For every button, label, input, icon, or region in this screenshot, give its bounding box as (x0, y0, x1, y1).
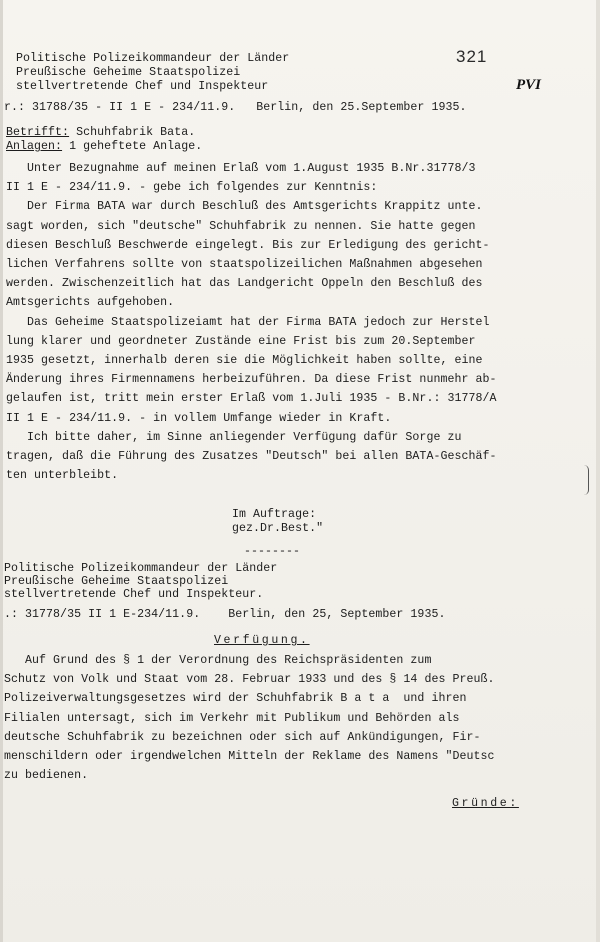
body-line: Änderung ihres Firmennamens herbeizuführen. Da diese Frist nunmehr ab- (6, 373, 497, 387)
subject-line (6, 126, 195, 140)
body-line: ten unterbleibt. (6, 469, 119, 483)
page-edge-right (596, 0, 600, 942)
attachment-label: Anlagen: (6, 140, 63, 153)
body-line: Ich bitte daher, im Sinne anliegender Verfügung dafür Sorge zu (6, 430, 462, 444)
body-line: Das Geheime Staatspolizeiamt hat der Firma BATA jedoch zur Herstel (6, 315, 490, 329)
header2-line2: Preußische Geheime Staatspolizei (4, 575, 229, 588)
page-edge-left (0, 0, 3, 942)
header2-line3: stellvertretende Chef und Inspekteur. (4, 588, 264, 601)
header2-reference: .: 31778/35 II 1 E-234/11.9. Berlin, den 25, September 1935. (4, 608, 446, 621)
header1-line1: Politische Polizeikommandeur der Länder (16, 52, 290, 65)
body-line: gelaufen ist, tritt mein erster Erlaß vom 1.Juli 1935 - B.Nr.: 31778/A (6, 392, 497, 406)
body-line: werden. Zwischenzeitlich hat das Landgericht Oppeln den Beschluß des (6, 277, 483, 291)
subject-value: Schuhfabrik Bata. (69, 126, 196, 139)
body-line: Unter Bezugnahme auf meinen Erlaß vom 1.August 1935 B.Nr.31778/3 (6, 162, 476, 175)
body-line: II 1 E - 234/11.9. - gebe ich folgendes zur Kenntnis: (6, 181, 378, 195)
header1-reference: r.: 31788/35 - II 1 E - 234/11.9. Berlin, den 25.September 1935. (4, 101, 467, 114)
body-line: Der Firma BATA war durch Beschluß des Amtsgerichts Krappitz unte. (6, 200, 483, 214)
body-line: 1935 gesetzt, innerhalb deren sie die Möglichkeit haben sollte, eine (6, 354, 483, 367)
attachment-line (6, 140, 202, 154)
body-line: diesen Beschluß Beschwerde eingelegt. Bis zur Erledigung des gericht- (6, 238, 490, 252)
signature-divider: -------- (244, 545, 301, 558)
body-line: II 1 E - 234/11.9. - in vollem Umfange wieder in Kraft. (6, 411, 392, 425)
body-line: sagt worden, sich "deutsche" Schuhfabrik zu nennen. Sie hatte gegen (6, 219, 476, 233)
gruende-heading: Gründe: (452, 797, 519, 810)
verfuegung-line: menschildern oder irgendwelchen Mitteln der Reklame des Namens "Deutsc (4, 750, 495, 763)
verfuegung-line: zu bedienen. (4, 769, 89, 783)
body-line: tragen, daß die Führung des Zusatzes "Deutsch" bei allen BATA-Geschäf- (6, 450, 497, 463)
header2-line1: Politische Polizeikommandeur der Länder (4, 562, 278, 575)
page-number: 321 (456, 47, 488, 66)
verfuegung-title: Verfügung. (214, 634, 310, 647)
margin-ink-mark (584, 465, 589, 495)
verfuegung-line: Filialen untersagt, sich im Verkehr mit Publikum und Behörden als (4, 711, 460, 725)
header1-line2: Preußische Geheime Staatspolizei (16, 66, 241, 79)
body-line: Amtsgerichts aufgehoben. (6, 296, 175, 310)
signature-line2: gez.Dr.Best." (232, 522, 324, 535)
handwritten-mark: PVI (516, 77, 542, 93)
body-line: lung klarer und geordneter Zustände eine Frist bis zum 20.September (6, 334, 476, 348)
signature-line1: Im Auftrage: (232, 508, 317, 521)
body-line: lichen Verfahrens sollte von staatspolizeilichen Maßnahmen abgesehen (6, 258, 483, 271)
header1-line3: stellvertretende Chef und Inspekteur (16, 80, 269, 93)
verfuegung-line: Auf Grund des § 1 der Verordnung des Reichspräsidenten zum (4, 654, 432, 667)
subject-label: Betrifft: (6, 126, 70, 139)
verfuegung-line: deutsche Schuhfabrik zu bezeichnen oder sich auf Ankündigungen, Fir- (4, 730, 481, 744)
attachment-value: 1 geheftete Anlage. (62, 140, 203, 153)
verfuegung-line: Polizeiverwaltungsgesetzes wird der Schuhfabrik B a t a und ihren (4, 692, 467, 706)
verfuegung-line: Schutz von Volk und Staat vom 28. Februar 1933 und des § 14 des Preuß. (4, 673, 495, 687)
